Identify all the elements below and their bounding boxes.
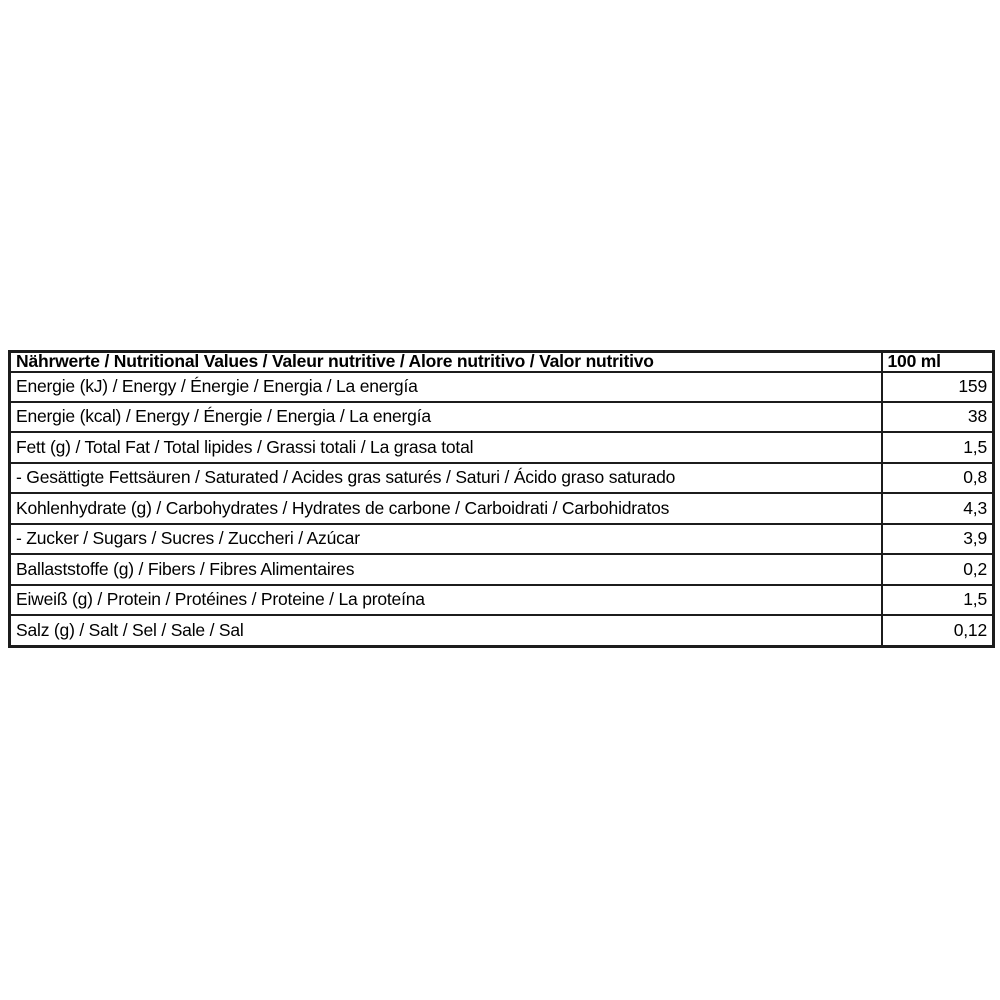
row-label: Ballaststoffe (g) / Fibers / Fibres Alimentaires	[10, 554, 882, 584]
table-row-energy-kj	[10, 372, 994, 402]
row-label: Energie (kcal) / Energy / Énergie / Energia / La energía	[10, 402, 882, 432]
header-nutrients-label: Nährwerte / Nutritional Values / Valeur nutritive / Alore nutritivo / Valor nutritivo	[10, 352, 882, 372]
header-amount-label: 100 ml	[882, 352, 994, 372]
table-row-carbohydrates	[10, 493, 994, 523]
table-row-energy-kcal	[10, 402, 994, 432]
nutrition-table	[8, 350, 995, 648]
row-value: 159	[882, 372, 994, 402]
table-header-row	[10, 352, 994, 372]
row-label: Kohlenhydrate (g) / Carbohydrates / Hydrates de carbone / Carboidrati / Carbohidratos	[10, 493, 882, 523]
row-value: 3,9	[882, 524, 994, 554]
table-row-sugars	[10, 524, 994, 554]
row-label: Eiweiß (g) / Protein / Protéines / Proteine / La proteína	[10, 585, 882, 615]
row-label: Salz (g) / Salt / Sel / Sale / Sal	[10, 615, 882, 646]
row-value: 0,12	[882, 615, 994, 646]
table-row-fibers	[10, 554, 994, 584]
row-label: - Gesättigte Fettsäuren / Saturated / Acides gras saturés / Saturi / Ácido graso saturado	[10, 463, 882, 493]
row-value: 4,3	[882, 493, 994, 523]
table-row-salt	[10, 615, 994, 646]
row-value: 0,8	[882, 463, 994, 493]
table-row-protein	[10, 585, 994, 615]
table-row-fat	[10, 432, 994, 462]
row-label: Fett (g) / Total Fat / Total lipides / Grassi totali / La grasa total	[10, 432, 882, 462]
row-label: Energie (kJ) / Energy / Énergie / Energia / La energía	[10, 372, 882, 402]
table-row-saturated-fat	[10, 463, 994, 493]
row-value: 38	[882, 402, 994, 432]
row-value: 1,5	[882, 432, 994, 462]
row-value: 0,2	[882, 554, 994, 584]
row-value: 1,5	[882, 585, 994, 615]
row-label: - Zucker / Sugars / Sucres / Zuccheri / Azúcar	[10, 524, 882, 554]
